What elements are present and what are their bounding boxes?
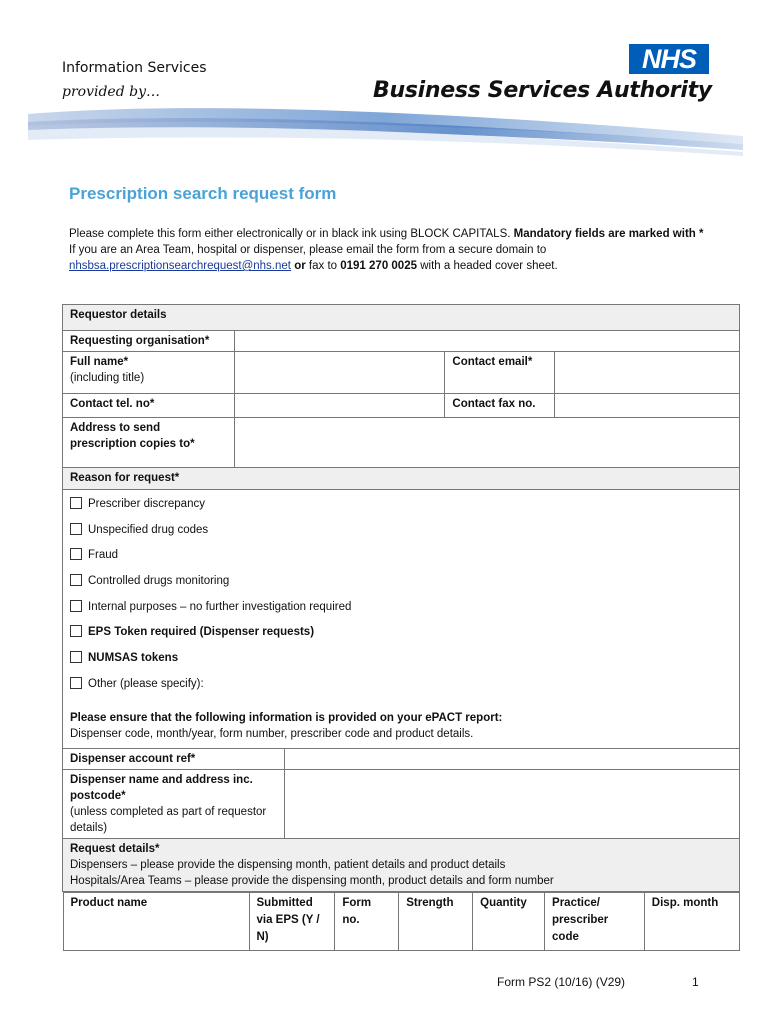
form-reference: Form PS2 (10/16) (V29)	[497, 975, 626, 989]
checkbox[interactable]	[70, 651, 82, 663]
checkbox[interactable]	[70, 625, 82, 637]
contact-fax-field[interactable]	[555, 394, 740, 418]
request-details-line2: Hospitals/Area Teams – please provide the dispensing month, product details and form number	[70, 874, 554, 887]
after-fax-text: with a headed cover sheet.	[420, 260, 558, 272]
reason-option-eps-token[interactable]: EPS Token required (Dispenser requests)	[70, 624, 732, 650]
checkbox[interactable]	[70, 574, 82, 586]
dispenser-account-ref-label: Dispenser account ref*	[63, 748, 285, 769]
dispenser-account-ref-field[interactable]	[284, 748, 739, 769]
page-number: 1	[692, 975, 699, 989]
col-strength: Strength	[399, 892, 473, 950]
reason-option-numsas-tokens[interactable]: NUMSAS tokens	[70, 650, 732, 676]
full-name-label-cell	[63, 352, 235, 394]
full-name-hint: (including title)	[70, 372, 145, 384]
reason-option-unspecified-drug-codes[interactable]: Unspecified drug codes	[70, 522, 732, 548]
requestor-details-heading: Requestor details	[63, 305, 740, 331]
product-table	[63, 892, 740, 951]
or-text: or	[294, 260, 306, 272]
dispenser-name-hint: (unless completed as part of requestor details)	[70, 805, 267, 834]
dispenser-name-label-cell	[63, 769, 285, 838]
contact-email-label: Contact email*	[445, 352, 555, 394]
ensure-text: Dispenser code, month/year, form number, prescriber code and product details.	[70, 727, 474, 740]
header-swoosh-graphic	[28, 100, 743, 160]
fax-to-text: fax to	[308, 260, 338, 272]
reason-option-fraud[interactable]: Fraud	[70, 547, 732, 573]
bsa-title: Business Services Authority	[373, 78, 712, 103]
contact-tel-label: Contact tel. no*	[63, 394, 235, 418]
product-table-cell	[63, 891, 740, 951]
col-submitted-via-eps: Submitted via EPS (Y / N)	[249, 892, 335, 950]
ensure-heading: Please ensure that the following information is provided on your ePACT report:	[70, 711, 503, 724]
intro-line2: If you are an Area Team, hospital or dispenser, please email the form from a secure domain to	[69, 244, 547, 256]
request-details-line1: Dispensers – please provide the dispensing month, patient details and product details	[70, 858, 506, 871]
col-form-no: Form no.	[335, 892, 399, 950]
intro-text	[69, 226, 709, 274]
mandatory-note: Mandatory fields are marked with *	[513, 228, 704, 240]
checkbox[interactable]	[70, 600, 82, 612]
requesting-organisation-label: Requesting organisation*	[63, 331, 235, 352]
reason-option-prescriber-discrepancy[interactable]: Prescriber discrepancy	[70, 496, 732, 522]
checkbox[interactable]	[70, 548, 82, 560]
col-product-name: Product name	[63, 892, 249, 950]
provided-by-text: provided by…	[62, 84, 160, 100]
contact-tel-field[interactable]	[234, 394, 445, 418]
col-disp-month: Disp. month	[644, 892, 739, 950]
intro-line1: Please complete this form either electronically or in black ink using BLOCK CAPITALS.	[69, 228, 511, 240]
address-field[interactable]	[234, 418, 739, 468]
reason-option-controlled-drugs[interactable]: Controlled drugs monitoring	[70, 573, 732, 599]
reason-heading: Reason for request*	[63, 468, 740, 490]
contact-email-field[interactable]	[555, 352, 740, 394]
request-form-table	[62, 304, 740, 951]
nhs-logo: NHS	[629, 44, 709, 74]
email-link[interactable]: nhsbsa.prescriptionsearchrequest@nhs.net	[69, 260, 291, 272]
col-practice-prescriber-code: Practice/ prescriber code	[545, 892, 645, 950]
dispenser-name-field[interactable]	[284, 769, 739, 838]
request-details-heading-cell	[63, 838, 740, 891]
request-details-heading: Request details*	[70, 842, 160, 855]
ensure-info	[70, 710, 732, 742]
address-label: Address to send prescription copies to*	[63, 418, 235, 468]
reason-option-other[interactable]: Other (please specify):	[70, 676, 732, 702]
page-header	[0, 0, 770, 165]
information-services-title: Information Services	[62, 60, 207, 76]
dispenser-name-label: Dispenser name and address inc. postcode*	[70, 773, 253, 802]
reason-options	[63, 490, 740, 749]
fax-number: 0191 270 0025	[340, 260, 417, 272]
col-quantity: Quantity	[473, 892, 545, 950]
contact-fax-label: Contact fax no.	[445, 394, 555, 418]
checkbox[interactable]	[70, 677, 82, 689]
reason-option-internal-purposes[interactable]: Internal purposes – no further investigation required	[70, 599, 732, 625]
form-title: Prescription search request form	[69, 184, 337, 203]
checkbox[interactable]	[70, 497, 82, 509]
requesting-organisation-field[interactable]	[234, 331, 739, 352]
full-name-field[interactable]	[234, 352, 445, 394]
checkbox[interactable]	[70, 523, 82, 535]
full-name-label: Full name*	[70, 356, 129, 368]
